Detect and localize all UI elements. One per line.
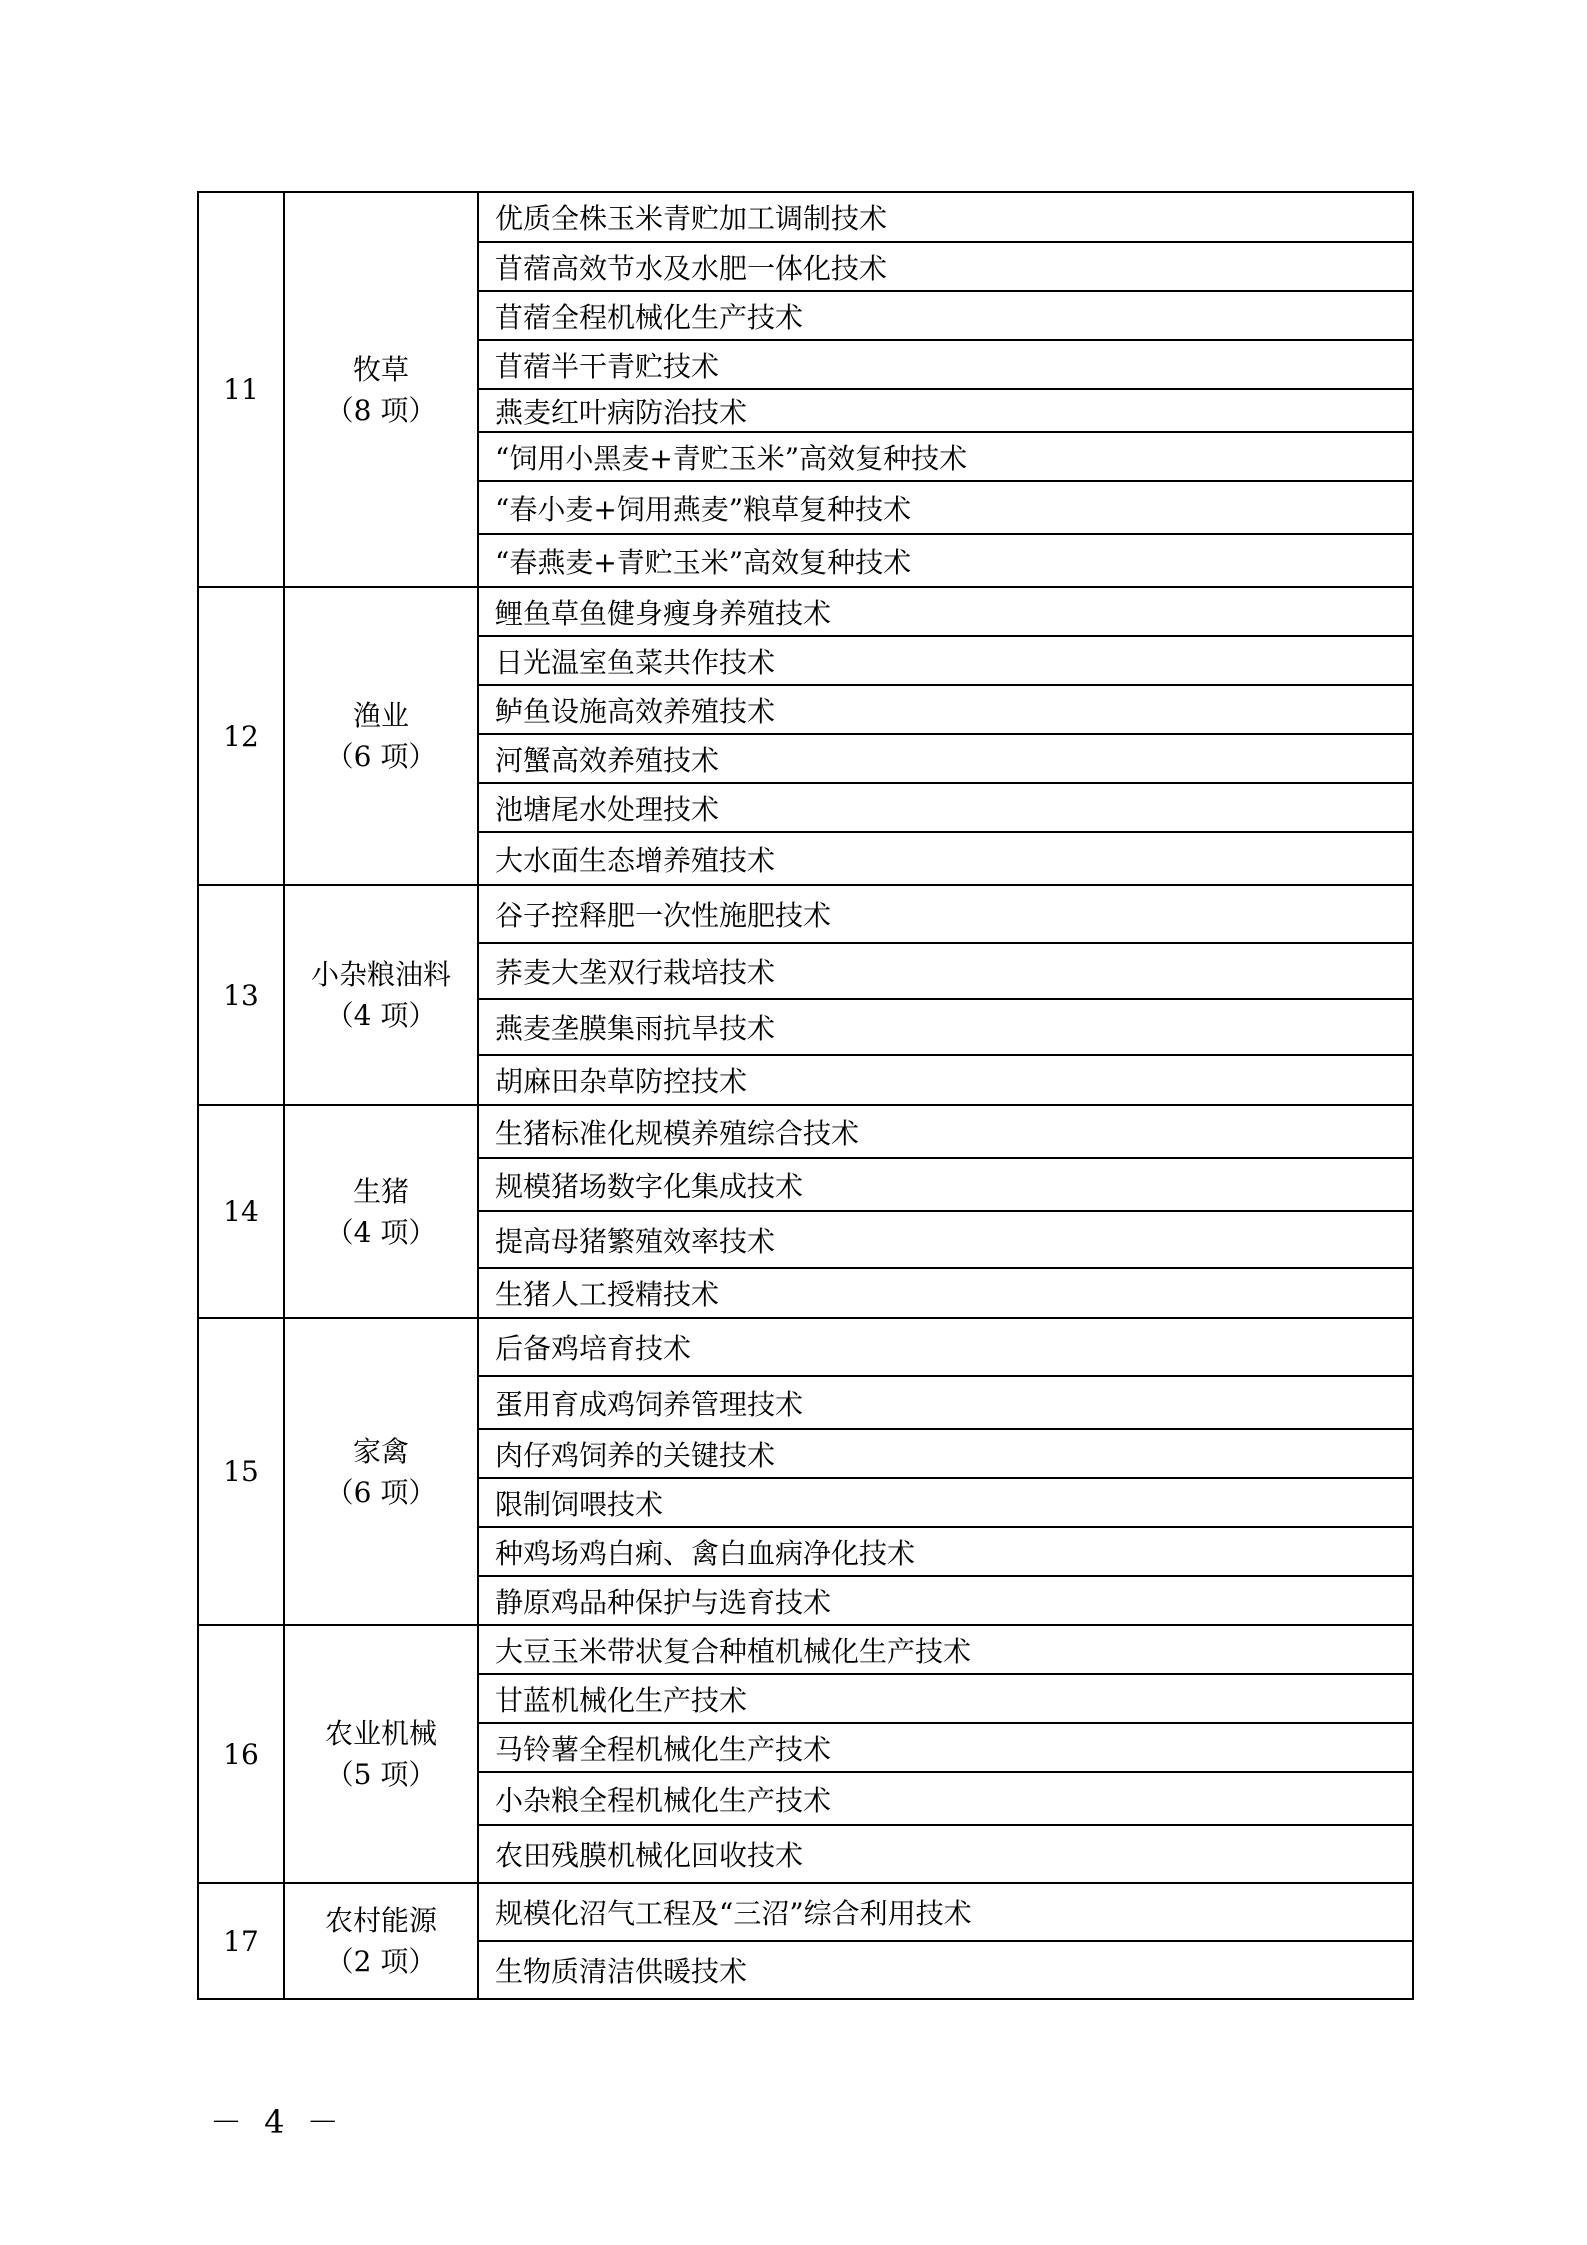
category-name: 生猪 bbox=[352, 1174, 409, 1208]
technology-table bbox=[197, 191, 1414, 2000]
category-count: （6 项） bbox=[325, 1475, 437, 1509]
technology-item: 限制饲喂技术 bbox=[478, 1478, 1413, 1527]
category-name: 家禽 bbox=[352, 1434, 409, 1468]
technology-item: 大水面生态增养殖技术 bbox=[478, 832, 1413, 885]
technology-item: 池塘尾水处理技术 bbox=[478, 783, 1413, 832]
technology-item: 优质全株玉米青贮加工调制技术 bbox=[478, 192, 1413, 242]
page-number: － 4 － bbox=[210, 2103, 345, 2141]
technology-item: “春小麦+饲用燕麦”粮草复种技术 bbox=[478, 481, 1413, 534]
category-name: 小杂粮油料 bbox=[310, 958, 451, 991]
table-row bbox=[198, 192, 1413, 242]
technology-item: 规模化沼气工程及“三沼”综合利用技术 bbox=[478, 1883, 1413, 1941]
technology-item: 鲤鱼草鱼健身瘦身养殖技术 bbox=[478, 587, 1413, 636]
technology-item: 苜蓿高效节水及水肥一体化技术 bbox=[478, 242, 1413, 291]
technology-item: 鲈鱼设施高效养殖技术 bbox=[478, 685, 1413, 734]
table-row bbox=[198, 885, 1413, 943]
group-category bbox=[284, 1625, 478, 1883]
technology-item: 小杂粮全程机械化生产技术 bbox=[478, 1772, 1413, 1825]
category-name: 农村能源 bbox=[324, 1904, 437, 1937]
technology-item: 提高母猪繁殖效率技术 bbox=[478, 1211, 1413, 1268]
technology-item: 日光温室鱼菜共作技术 bbox=[478, 636, 1413, 685]
technology-item: 胡麻田杂草防控技术 bbox=[478, 1055, 1413, 1105]
technology-item: “饲用小黑麦+青贮玉米”高效复种技术 bbox=[478, 432, 1413, 481]
technology-item: 大豆玉米带状复合种植机械化生产技术 bbox=[478, 1625, 1413, 1674]
technology-item: 后备鸡培育技术 bbox=[478, 1318, 1413, 1376]
category-name: 渔业 bbox=[352, 699, 409, 732]
group-number: 13 bbox=[198, 885, 284, 1105]
group-number: 15 bbox=[198, 1318, 284, 1625]
group-category bbox=[284, 192, 478, 587]
table-row bbox=[198, 1883, 1413, 1941]
technology-item: 马铃薯全程机械化生产技术 bbox=[478, 1723, 1413, 1772]
category-count: （2 项） bbox=[325, 1945, 437, 1978]
group-number: 16 bbox=[198, 1625, 284, 1883]
group-category bbox=[284, 1105, 478, 1318]
technology-item: 生物质清洁供暖技术 bbox=[478, 1941, 1413, 1999]
group-category bbox=[284, 1318, 478, 1625]
category-count: （5 项） bbox=[325, 1758, 437, 1791]
technology-item: 苜蓿全程机械化生产技术 bbox=[478, 291, 1413, 340]
technology-item: 生猪人工授精技术 bbox=[478, 1268, 1413, 1318]
table-row bbox=[198, 1105, 1413, 1158]
table-row bbox=[198, 1318, 1413, 1376]
category-name: 牧草 bbox=[352, 352, 409, 386]
group-category bbox=[284, 587, 478, 885]
table-row bbox=[198, 587, 1413, 636]
technology-item: 种鸡场鸡白痢、禽白血病净化技术 bbox=[478, 1527, 1413, 1576]
technology-item: 燕麦垄膜集雨抗旱技术 bbox=[478, 999, 1413, 1055]
table-row bbox=[198, 1625, 1413, 1674]
group-number: 12 bbox=[198, 587, 284, 885]
technology-item: 苜蓿半干青贮技术 bbox=[478, 340, 1413, 389]
category-count: （6 项） bbox=[325, 740, 437, 773]
technology-item: 肉仔鸡饲养的关键技术 bbox=[478, 1429, 1413, 1478]
group-number: 17 bbox=[198, 1883, 284, 1999]
category-name: 农业机械 bbox=[324, 1717, 437, 1750]
group-number: 14 bbox=[198, 1105, 284, 1318]
technology-item: 生猪标准化规模养殖综合技术 bbox=[478, 1105, 1413, 1158]
category-count: （4 项） bbox=[325, 999, 437, 1032]
technology-item: “春燕麦+青贮玉米”高效复种技术 bbox=[478, 534, 1413, 587]
technology-item: 规模猪场数字化集成技术 bbox=[478, 1158, 1413, 1211]
technology-item: 谷子控释肥一次性施肥技术 bbox=[478, 885, 1413, 943]
technology-item: 燕麦红叶病防治技术 bbox=[478, 389, 1413, 432]
group-number: 11 bbox=[198, 192, 284, 587]
group-category bbox=[284, 885, 478, 1105]
table-body bbox=[198, 192, 1413, 1999]
category-count: （4 项） bbox=[325, 1215, 437, 1249]
category-count: （8 项） bbox=[325, 393, 437, 427]
technology-item: 蛋用育成鸡饲养管理技术 bbox=[478, 1376, 1413, 1429]
technology-item: 静原鸡品种保护与选育技术 bbox=[478, 1576, 1413, 1625]
technology-item: 荞麦大垄双行栽培技术 bbox=[478, 943, 1413, 999]
group-category bbox=[284, 1883, 478, 1999]
technology-item: 河蟹高效养殖技术 bbox=[478, 734, 1413, 783]
technology-item: 农田残膜机械化回收技术 bbox=[478, 1825, 1413, 1883]
technology-item: 甘蓝机械化生产技术 bbox=[478, 1674, 1413, 1723]
